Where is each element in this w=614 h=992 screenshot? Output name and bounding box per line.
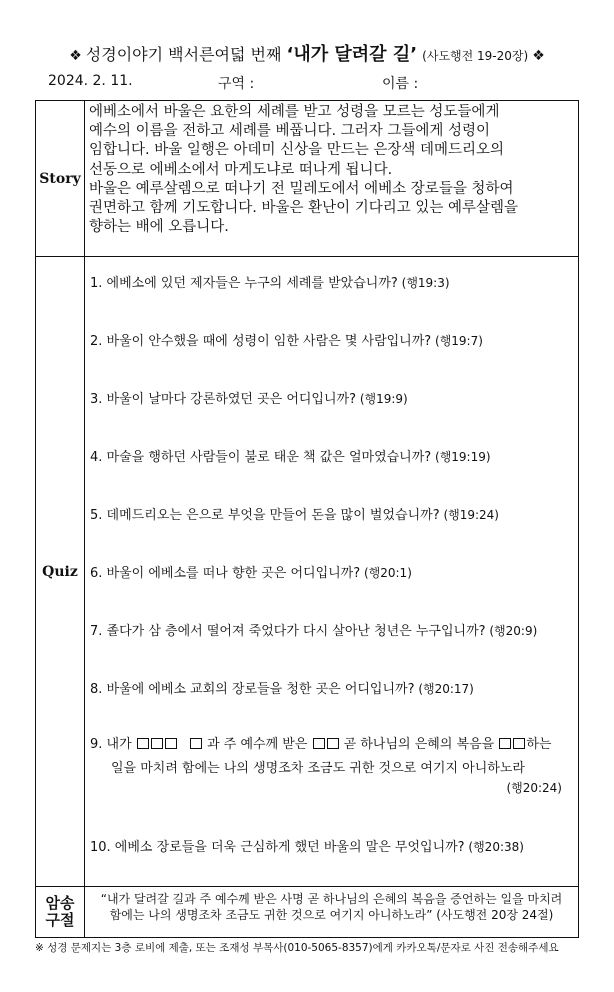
quiz-content [85,257,578,886]
date-text: 2024. 2. 11. [48,73,133,89]
story-line: 임합니다. 바울 일행은 아데미 신상을 만드는 은장색 데메드리오의 [89,142,505,159]
quiz-question-6: 6. 바울이 에베소를 떠나 향한 곳은 어디입니까? (행20:1) [90,566,412,581]
story-line: 바울은 예루살렘으로 떠나기 전 밀레도에서 에베소 장로들을 청하여 [89,180,514,197]
quiz-label: Quiz [36,257,85,886]
submission-footnote: ※ 성경 문제지는 3층 로비에 제출, 또는 조재성 부목사(010-5065-8357)에게 카카오톡/문자로 사진 전송해주세요 [35,942,559,954]
story-line: 에베소에서 바울은 요한의 세례를 받고 성령을 모르는 성도들에게 [89,104,500,120]
story-row [36,101,578,257]
answer-blank-box[interactable] [499,738,511,749]
memory-verse-label: 암송 구절 [36,887,85,937]
diamond-ornament-icon: ❖ [532,48,545,64]
worksheet-title [0,40,614,66]
answer-blank-box[interactable] [313,738,325,749]
quiz-question-7: 7. 졸다가 삼 층에서 떨어져 죽었다가 다시 살아난 청년은 누구입니까? (행20:9) [90,624,538,639]
quiz-question-5: 5. 데메드리오는 은으로 부엇을 만들어 돈을 많이 벌었습니까? (행19:24) [90,508,499,523]
answer-blank-box[interactable] [151,738,163,749]
quiz-question-9: 9. 내가 과 주 예수께 받은 곧 하나님의 은혜의 복음을 하는 [90,737,552,752]
quiz-question-1: 1. 에베소에 있던 제자들은 누구의 세례를 받았습니까? (행19:3) [90,276,450,291]
memory-verse-line: 함에는 나의 생명조차 조금도 귀한 것으로 여기지 아니하노라” (사도행전 20장 24절) [109,908,554,922]
memory-verse-line: “내가 달려갈 길과 주 예수께 받은 사명 곧 하나님의 은혜의 복음을 증언하는 일을 마치려 [100,892,563,906]
title-plain: 성경이야기 백서른여덟 번째 [85,45,287,64]
quiz-question-2: 2. 바울이 안수했을 때에 성령이 임한 사람은 몇 사람입니까? (행19:7) [90,334,483,349]
title-bold: ‘내가 달려갈 길’ [286,44,418,65]
story-line: 선동으로 에베소에서 마게도냐로 떠나게 됩니다. [89,161,393,178]
title-reference: (사도행전 19-20장) [422,49,529,63]
district-label: 구역 : [218,76,255,92]
answer-blank-box[interactable] [190,738,202,749]
memory-verse-text [89,891,574,923]
diamond-ornament-icon: ❖ [69,48,82,64]
quiz-question-4: 4. 마술을 행하던 사람들이 불로 태운 책 값은 얼마였습니까? (행19:19) [90,450,491,465]
quiz-question-8: 8. 바울에 에베소 교회의 장로들을 청한 곳은 어디입니까? (행20:17) [90,682,474,697]
memory-verse-row [36,887,578,937]
quiz-question-9-reference: (행20:24) [506,781,562,795]
answer-blank-box[interactable] [327,738,339,749]
story-line: 예수의 이름을 전하고 세례를 베풉니다. 그러자 그들에게 성령이 [89,123,491,140]
story-content [85,101,578,256]
quiz-question-9-continuation: 일을 마치려 함에는 나의 생명조차 조금도 귀한 것으로 여기지 아니하노라 [111,761,525,776]
story-label: Story [36,101,85,256]
worksheet-table [35,100,579,938]
meta-row [0,73,614,95]
answer-blank-box[interactable] [165,738,177,749]
answer-blank-box[interactable] [513,738,525,749]
quiz-question-10: 10. 에베소 장로들을 더욱 근심하게 했던 바울의 말은 무엇입니까? (행20:38) [90,840,524,855]
quiz-question-3: 3. 바울이 날마다 강론하였던 곳은 어디입니까? (행19:9) [90,392,408,407]
story-line: 향하는 배에 오릅니다. [89,219,229,236]
answer-blank-box[interactable] [137,738,149,749]
quiz-row [36,257,578,887]
story-line: 권면하고 함께 기도합니다. 바울은 환난이 기다리고 있는 예루살렘을 [89,200,519,217]
memory-verse-content [85,887,578,937]
story-text [89,103,574,237]
name-label: 이름 : [382,76,419,92]
